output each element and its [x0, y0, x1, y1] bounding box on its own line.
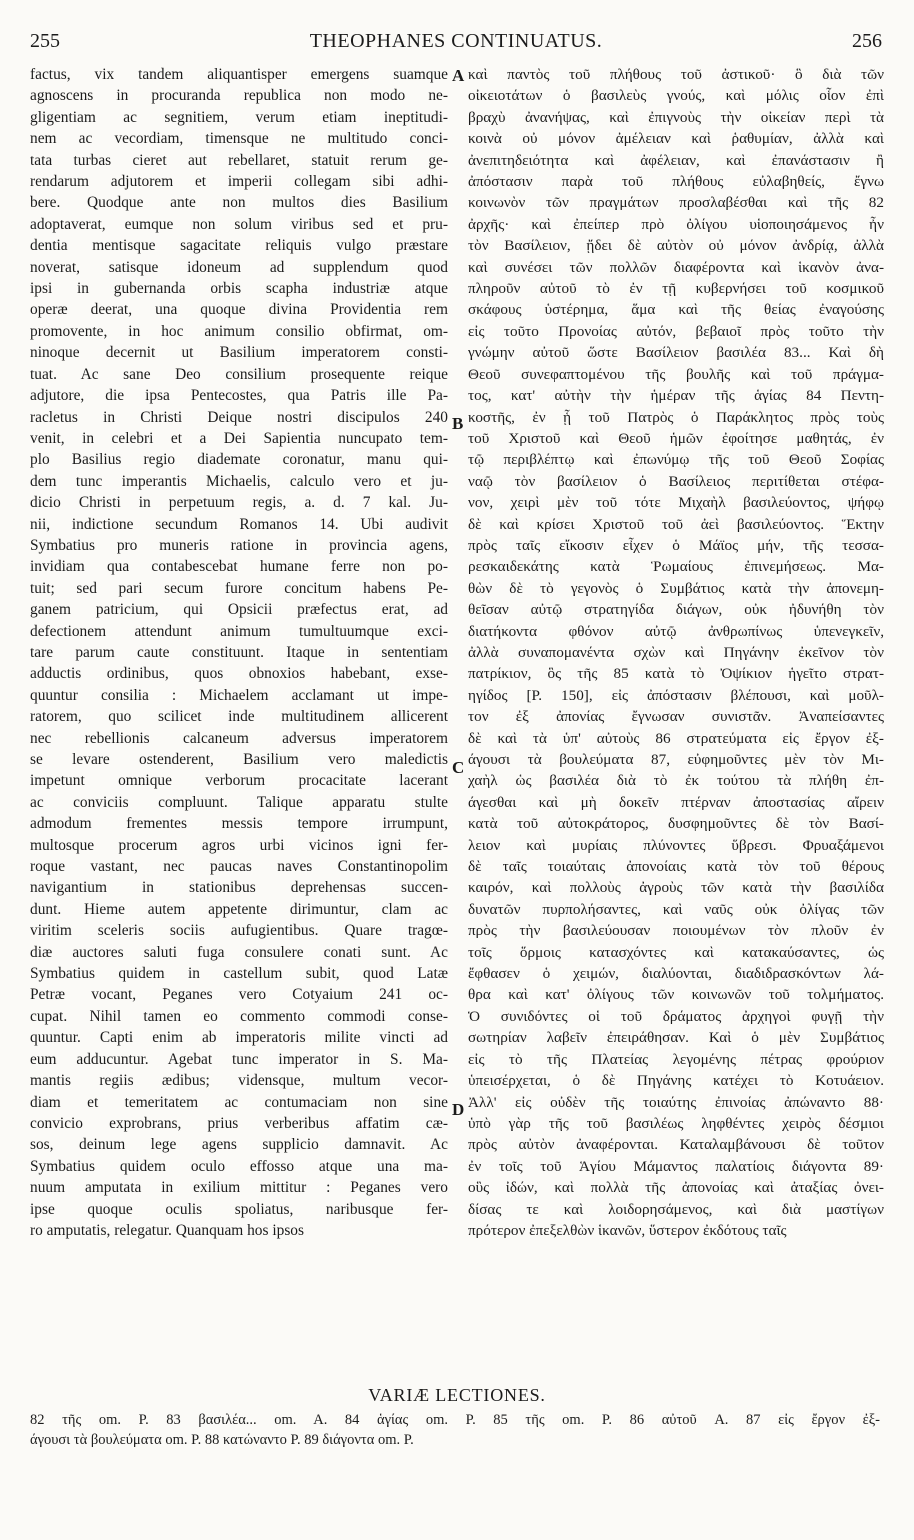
latin-text-line: agnoscens in procuranda republica non modo ne- [30, 87, 448, 105]
greek-text-line: καὶ συνέσει τῶν πολλῶν διαφέροντα καὶ ἱκανὸν ἀνα- [468, 258, 884, 276]
latin-text-line: adoptaverat, eumque non solum viribus sed et pru- [30, 215, 448, 233]
latin-text-line: ratorem, quo scilicet inde multitudinem allicerent [30, 708, 448, 726]
latin-text-line: factus, vix tandem aliquantisper emergens suamque [30, 66, 448, 83]
latin-text-line: navigantium in stationibus deprehensas succen- [30, 879, 448, 897]
latin-text-line: noverat, satisque idoneum ad supplendum quod [30, 258, 448, 276]
greek-text-line: πληροῦν αὐτοῦ τὸ ἐν τῇ κυβερνήσει τοῦ κοσμικοῦ [468, 280, 884, 298]
latin-text-line: eum adducuntur. Agebat tunc imperator in S. Ma- [30, 1050, 448, 1068]
latin-text-line: nuum amputata in exilium mittitur : Peganes vero [30, 1179, 448, 1197]
latin-text-line: dem tunc imperantis Michaelis, calculo vero et ju- [30, 472, 448, 490]
greek-text-line: σωτηρίαν λαβεῖν ἐπειράθησαν. Καὶ ὁ μὲν Συμβάτιος [468, 1029, 884, 1047]
greek-text-line: οὓς ἰδών, καὶ πολλὰ τῆς ἀπονοίας καὶ ἀταξίας ὀνει- [468, 1179, 884, 1197]
greek-text-line: ἔφθασεν ὁ χειμών, διαλύονται, διαδιδρασκόντων λά- [468, 965, 884, 983]
greek-text-line: πρὸς τὴν βασιλεύουσαν ποιουμένων τὸν πλοῦν ἐν [468, 922, 884, 940]
latin-text-line: rendarum adjutorem et imperii collegam sibi adhi- [30, 173, 448, 191]
latin-text-line: viritim sceleris sociis aufugientibus. Quare tragœ- [30, 922, 448, 940]
latin-text-line: promovente, in hoc animum consilio obfirmat, om- [30, 322, 448, 340]
latin-text-line: defectionem attendunt animum tumultuumque exci- [30, 622, 448, 640]
latin-text-line: ac conviciis compluunt. Talique apparatu stulte [30, 793, 448, 811]
greek-text-line: τοῖς ὅρμοις κατασχόντες καὶ κατακαύσαντες, ὡς [468, 943, 884, 961]
latin-text-line: impetunt omnique verborum procacitate lacerant [30, 772, 448, 790]
greek-text-line: τοῦ Χριστοῦ καὶ Θεοῦ ἡμῶν ἐφοίτησε μαθητάς, ἐν [468, 429, 884, 447]
greek-text-line: κατὰ τοῦ αὐτοκράτορος, δυσφημοῦντες δὲ τὸν Βασί- [468, 815, 884, 833]
latin-text-line: invidiam qua contabescebat humane ferre non po- [30, 558, 448, 576]
running-title: THEOPHANES CONTINUATUS. [309, 30, 603, 52]
greek-text-line: ἐν τοῖς τοῦ Ἁγίου Μάμαντος παλατίοις διάγοντα 89· [468, 1157, 884, 1175]
greek-text-line: διατήκοντα φθόνον αὐτῷ ἀνθρωπίνως ὑπενεγκεῖν, [468, 622, 884, 640]
page-number-left: 255 [30, 30, 60, 52]
greek-text-line: εἰς τοῦτο Προνοίας αὐτόν, βεβαιοῖ πρὸς τοῦτο τὴν [468, 322, 884, 340]
latin-text-line: roque vastant, nec paucas naves Constantinopolim [30, 858, 448, 876]
latin-text-line: admodum frementes messis tempore irrumpunt, [30, 815, 448, 833]
latin-text-line: adjutore, die ipsa Pentecostes, qua Patris ille Pa- [30, 387, 448, 405]
latin-text-line: multosque procerum agros urbi vicinos igni fer- [30, 836, 448, 854]
latin-text-line: adductis ordinibus, quos obnoxios habebant, exse- [30, 665, 448, 683]
greek-text-line: δίσας τε καὶ λοιδορησάμενος, καὶ διὰ μαστίγων [468, 1200, 884, 1218]
greek-text-line: πρότερον ἐπεξελθὼν ἱκανῶν, ὕστερον ἐκδότους ταῖς [468, 1221, 787, 1239]
greek-text-line: καιρόν, καὶ πολλοὺς ἀγροὺς τῶν κατὰ τὴν βασιλίδα [468, 879, 884, 897]
greek-text-line: Ὁ συνιδόντες οἱ τοῦ δράματος ἀρχηγοὶ φυγῇ τὴν [468, 1007, 884, 1025]
margin-marker-c: C [452, 758, 465, 777]
latin-text-line: diæ auctores saluti fuga consulere conati sunt. Ac [30, 943, 448, 961]
greek-text-line: λειον καὶ μυρίαις πλύνοντες ὕβρεσι. Φρυαξάμενοι [468, 836, 884, 854]
latin-text-line: dicio Christi in perpetuum regis, a. d. 7 kal. Ju- [30, 494, 448, 512]
variae-lectiones [30, 1410, 880, 1450]
latin-text-line: Symbatius quidem in castellum subit, quod Latæ [30, 965, 448, 983]
latin-text-line: ipse quoque oculis spoliatus, naribusque fer- [30, 1200, 448, 1218]
greek-text-line: πρὸς αὐτὸν ἀναφέρονται. Καταλαμβάνουσι δὲ τοῦτον [468, 1136, 884, 1154]
margin-marker-b: B [452, 414, 464, 433]
greek-text-line: άγουσι τὰ βουλεύματα 87, εὐφημοῦντες μὲν τὸν Μι- [468, 751, 884, 768]
greek-text-line: θεῖσαν αὐτῷ στρατηγίδα διάγων, οὐκ ἠδυνήθη τὸν [468, 601, 884, 619]
greek-text-line: άγεσθαι καὶ μὴ δοκεῖν πτέρναν ἀποστασίας αἴρειν [468, 793, 884, 811]
latin-text-line: nem ac vecordiam, timensque ne multitudo conci- [30, 130, 448, 148]
page-header [30, 30, 882, 60]
greek-text-line: τος, κατ' αὐτὴν τὴν ἡμέραν τῆς ἁγίας 84 Πεντη- [468, 387, 884, 405]
latin-text-line: Petræ vocant, Peganes vero Cotyaium 241 oc- [30, 986, 448, 1004]
latin-text-line: tata turbas cieret aut rebellaret, statuit rerum ge- [30, 151, 448, 169]
greek-text-line: δὲ ταῖς τοιαύταις ἀπονοίαις κατὰ τὸν τοῦ θέρους [468, 858, 884, 876]
latin-text-line: quuntur consilia : Michaelem acclamant ut impe- [30, 686, 448, 704]
margin-marker-d: D [452, 1100, 465, 1119]
latin-text-line: tuit; sed pari secum furore concitum habens Pe- [30, 579, 448, 597]
latin-text-line: bere. Quodque ante non multos dies Basilium [30, 194, 448, 212]
greek-text-line: Θεοῦ συνεφαπτομένου τῆς βουλῆς καὶ τοῦ πράγμα- [468, 365, 884, 383]
latin-text-line: sos, deinum lege agens supplicio damnavit. Ac [30, 1136, 448, 1154]
greek-text-line: τον ἐξ ἀπονίας ἔγνωσαν συνιστᾶν. Ἀναπείσαντες [468, 708, 884, 726]
latin-text-line: racletus in Christi Deique nostri discipulos 240 [30, 408, 448, 426]
variant-reading-line: 82 τῆς om. P. 83 βασιλέα... om. A. 84 ἁγίας om. P. 85 τῆς om. P. 86 αὐτοῦ A. 87 εἰς ἔργον ἐξ- [30, 1412, 880, 1428]
greek-text-line: ρεσκαιδεκάτης κατὰ Ῥωμαίους ἐπινεμήσεως. Μα- [468, 558, 884, 576]
greek-text-line: ὑπὸ γὰρ τῆς τοῦ βασιλέως ληφθέντες χειρὸς δέσμιοι [468, 1114, 884, 1132]
latin-text-line: gligentiam ac segnitiem, verum etiam ineptitudi- [30, 108, 448, 126]
greek-text-line: σκάφους ὑστέρημα, ἅμα καὶ τῆς θείας ἐναγούσης [468, 301, 884, 319]
latin-text-line: ganem patricium, qui Opsicii præfectus erat, ad [30, 601, 448, 619]
greek-text-line: εἰς τὸ τῆς Πλατείας λεγομένης πέτρας φρούριον [468, 1050, 884, 1068]
greek-text-line: γνώμην αὐτοῦ ὥστε Βασίλειον βασιλέα 83... Καὶ δὴ [468, 344, 884, 362]
latin-text-line: ipsi in gubernanda orbis scapha industriæ atque [30, 280, 448, 298]
greek-text-line: πρὸς ταῖς εἴκοσιν εἶχεν ὁ Μάϊος μήν, τῆς τεσσα- [468, 536, 884, 554]
latin-text-line: dentia mentisque sagacitate reliquis vulgo præstare [30, 237, 448, 255]
greek-text-line: νον, χειρὶ μὲν τοῦ τότε Μιχαὴλ βασιλεύοντος, ψήφῳ [468, 494, 884, 512]
greek-text-line: ηγίδος [P. 150], εἰς ἀπόστασιν βλέπουσι, καὶ μοῦλ- [468, 686, 884, 704]
latin-column [30, 64, 448, 1241]
greek-text-line: ἀρχῆς· καὶ ἐπείπερ πρὸ ὀλίγου υἱοποιησάμενος ἦν [468, 215, 884, 233]
greek-text-line: θρα καὶ κατ' ὀλίγους τῶν κοινωνῶν τοῦ τολμήματος. [468, 986, 884, 1004]
greek-text-line: ὑπεισέρχεται, ὁ δὲ Πηγάνης κατέχει τὸ Κοτυάειον. [468, 1072, 884, 1090]
greek-text-line: Ἀλλ' εἰς οὐδὲν τῆς τοιαύτης ἐπινοίας ἀπώναντο 88· [468, 1093, 884, 1111]
latin-text-line: Symbatius pro muneris ratione in provincia agens, [30, 536, 448, 554]
latin-text-line: diam et temeritatem ac contumaciam non sine [30, 1093, 448, 1111]
greek-text-line: δὲ καὶ τὰ ὑπ' αὐτοὺς 86 στρατεύματα εἰς ἔργον ἐξ- [468, 729, 884, 747]
greek-text-line: τῷ περιβλέπτῳ καὶ ἐπωνύμῳ τῆς τοῦ Θεοῦ Σοφίας [468, 451, 884, 469]
page-number-right: 256 [852, 30, 882, 52]
latin-text-line: tare parum caute constituunt. Itaque in sententiam [30, 643, 448, 661]
latin-text-line: dunt. Hieme autem appetente dirimuntur, clam ac [30, 900, 448, 918]
variant-reading-line: άγουσι τὰ βουλεύματα om. P. 88 κατώναντο P. 89 διάγοντα om. P. [30, 1432, 414, 1448]
greek-column [468, 64, 884, 1241]
greek-text-line: ἀλλὰ συναπομανέντα σχὼν καὶ Πηγάνην ἐκεῖνον τὸν [468, 643, 884, 661]
greek-text-line: κοινὰ οὐ μόνον ἀμέλειαν καὶ ῥαθυμίαν, ἀλλὰ καὶ [468, 130, 884, 148]
greek-text-line: ἀνεπιτηδειότητα καὶ ἀφέλειαν, καὶ ἐπανάστασιν ἢ [468, 151, 884, 169]
latin-text-line: convicio exprobrans, prius verberibus affatim cæ- [30, 1114, 448, 1132]
latin-text-line: nii, indictione secundum Romanos 14. Ubi audivit [30, 515, 448, 533]
margin-marker-a: A [452, 66, 465, 85]
latin-text-line: venit, in celebri et a Dei Sapientia nuncupato tem- [30, 429, 448, 447]
latin-text-line: cupat. Nihil tamen eo commento commodi conse- [30, 1007, 448, 1025]
greek-text-line: θὼν δὲ τὸ γεγονὸς ὁ Συμβάτιος κατὰ τὴν ἀπονεμη- [468, 579, 884, 597]
greek-text-line: δὲ καὶ κρίσει Χριστοῦ τοῦ ἀεὶ βασιλεύοντος. Ἕκτην [468, 515, 884, 533]
latin-text-line: nec rebellionis calcaneum adversus imperatorem [30, 729, 448, 747]
latin-text-line: operæ deerat, una quoque divina Providentia rem [30, 301, 448, 319]
greek-text-line: κοινωνὸν τῶν πραγμάτων προσλαβέσθαι καὶ τῆς 82 [468, 194, 884, 212]
latin-text-line: se levare ostenderent, Basilium vero maledictis [30, 751, 448, 768]
latin-text-line: Symbatius quidem oculo effosso atque una ma- [30, 1157, 448, 1175]
greek-text-line: τὸν Βασίλειον, ᾔδει δὲ αὐτὸν οὐ μόνον ἀνδρίᾳ, ἀλλὰ [468, 237, 884, 255]
latin-text-line: quuntur. Capti enim ab imperatoris milite vincti ad [30, 1029, 448, 1047]
greek-text-line: χαὴλ ὡς βασιλέα διὰ τὸ ἐκ τούτου τὰ πλήθη ἐπ- [468, 772, 884, 790]
variae-lectiones-title: VARIÆ LECTIONES. [368, 1385, 546, 1405]
greek-text-line: πατρίκιον, ὃς τῆς 85 κατὰ τὸ Ὀψίκιον ἡγεῖτο στρατ- [468, 665, 884, 683]
greek-text-line: ἀπόστασιν παρὰ τοῦ πλήθους εὐλαβηθείς, ἔγνω [468, 173, 884, 191]
latin-text-line: ro amputatis, relegatur. Quanquam hos ipsos [30, 1221, 304, 1239]
greek-text-line: οἰκειοτάτων ὁ βασιλεὺς γνούς, καὶ μόλις οἷον ἐπὶ [468, 87, 884, 105]
greek-text-line: κοστῆς, ἐν ᾗ τοῦ Πατρὸς ὁ Παράκλητος πρὸς τοὺς [468, 408, 884, 426]
latin-text-line: tuat. Ac sane Deo consilium prosequente reique [30, 365, 448, 383]
greek-text-line: βραχὺ ἀνανήψας, καὶ ἐπιγνοὺς τὴν οἰκείαν περὶ τὰ [468, 108, 884, 126]
latin-text-line: plo Basilius regio diademate coronatur, manu qui- [30, 451, 448, 469]
greek-text-line: δυνατῶν πυρπολήσαντες, καὶ ναῦς οὐκ ὀλίγας τῶν [468, 900, 884, 918]
greek-text-line: καὶ παντὸς τοῦ πλήθους τοῦ ἀστικοῦ· ὃ διὰ τῶν [468, 66, 884, 83]
latin-text-line: ninoque decernit ut Basilium imperatorem consti- [30, 344, 448, 362]
latin-text-line: mantis regiis ædibus; vidensque, multum vecor- [30, 1072, 448, 1090]
greek-text-line: ναῷ τὸν βασίλειον ὁ Βασίλειος περιτίθεται στέφα- [468, 472, 884, 490]
